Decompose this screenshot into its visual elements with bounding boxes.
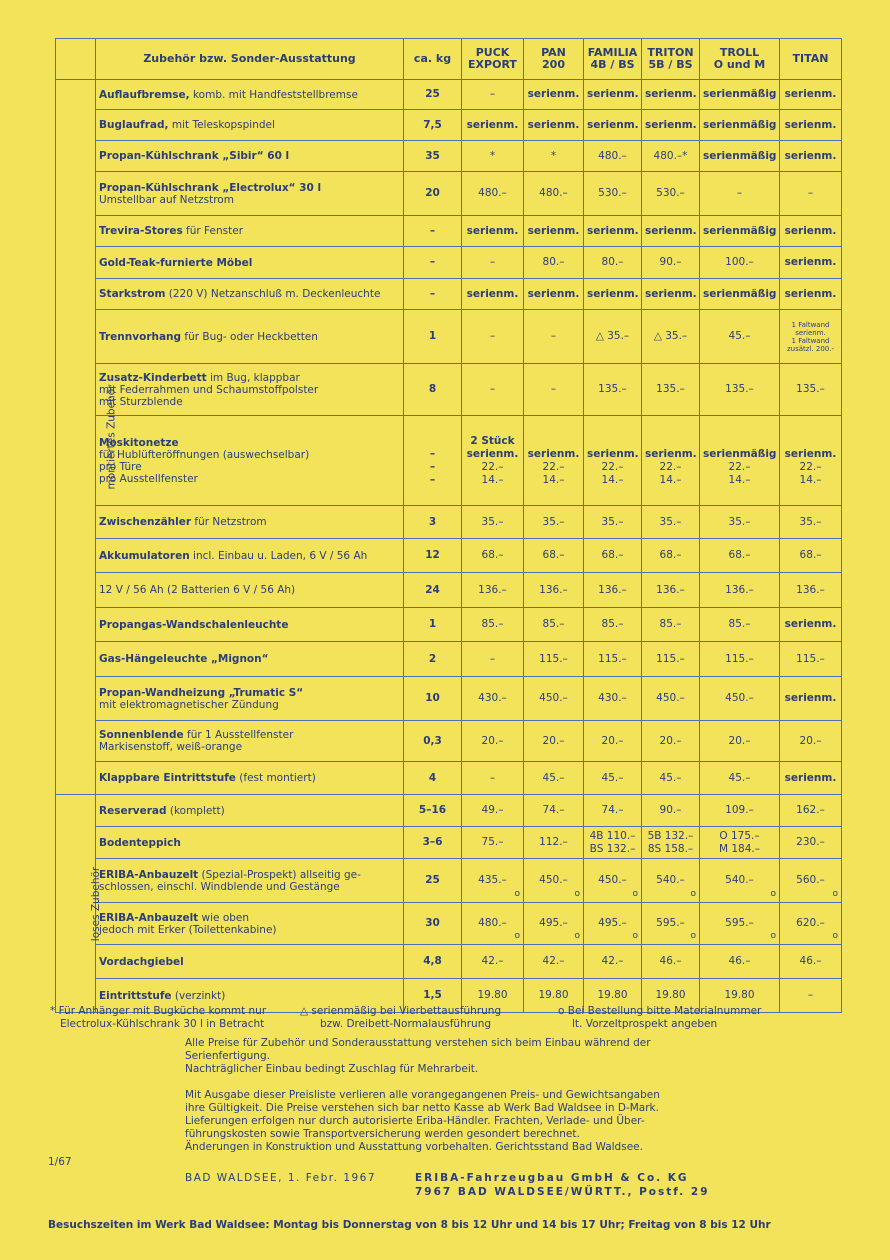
price-cell: serienm. 22.– 14.– xyxy=(780,416,842,506)
price-cell: serienm. xyxy=(462,279,524,310)
price-cell: △ 35.– xyxy=(584,310,642,364)
price-cell: 74.– xyxy=(584,795,642,827)
price-cell: 19.80 xyxy=(584,979,642,1013)
price-cell: 495.– o xyxy=(524,903,584,945)
price-cell: 45.– xyxy=(700,762,780,795)
item-name: Gas-Hängeleuchte „Mignon“ xyxy=(96,642,404,677)
weight-kg: 10 xyxy=(404,677,462,721)
weight-kg: – xyxy=(404,247,462,279)
price-cell: 115.– xyxy=(700,642,780,677)
price-cell: – xyxy=(462,310,524,364)
price-cell: 530.– xyxy=(642,172,700,216)
price-cell: serienm. xyxy=(642,80,700,110)
header-puck: PUCK EXPORT xyxy=(462,39,524,80)
weight-kg: 3 xyxy=(404,506,462,539)
table-row xyxy=(56,416,842,506)
price-cell: serienm. xyxy=(584,80,642,110)
price-cell: serienm. xyxy=(584,216,642,247)
table-row xyxy=(56,506,842,539)
price-cell: – xyxy=(462,364,524,416)
header-item: Zubehör bzw. Sonder-Ausstattung xyxy=(96,39,404,80)
price-cell: 5B 132.– 8S 158.– xyxy=(642,827,700,859)
weight-kg: – xyxy=(404,216,462,247)
price-cell: 35.– xyxy=(780,506,842,539)
price-cell: 68.– xyxy=(780,539,842,573)
price-cell: 85.– xyxy=(584,608,642,642)
price-cell: 162.– xyxy=(780,795,842,827)
price-cell: 19.80 xyxy=(524,979,584,1013)
price-cell: △ 35.– xyxy=(642,310,700,364)
weight-kg: 1 xyxy=(404,608,462,642)
price-cell: serienm. xyxy=(584,110,642,141)
table-row xyxy=(56,539,842,573)
material-number-marker: o xyxy=(632,889,638,899)
price-cell: 68.– xyxy=(524,539,584,573)
price-cell: 68.– xyxy=(642,539,700,573)
price-cell: serienm. xyxy=(780,677,842,721)
price-cell: 100.– xyxy=(700,247,780,279)
price-cell: serienmäßig xyxy=(700,80,780,110)
price-cell: – xyxy=(524,364,584,416)
accessory-price-table xyxy=(55,38,842,1013)
price-cell: 620.– o xyxy=(780,903,842,945)
price-cell: 560.– o xyxy=(780,859,842,903)
table-row xyxy=(56,364,842,416)
table-row xyxy=(56,795,842,827)
price-cell: serienm. 22.– 14.– xyxy=(642,416,700,506)
price-cell: serienm. xyxy=(524,279,584,310)
item-name: Buglaufrad, mit Teleskopspindel xyxy=(96,110,404,141)
price-cell: 90.– xyxy=(642,795,700,827)
price-cell: 135.– xyxy=(642,364,700,416)
material-number-marker: o xyxy=(690,931,696,941)
price-cell: serienm. xyxy=(524,216,584,247)
price-cell: 480.– xyxy=(524,172,584,216)
price-cell: 135.– xyxy=(584,364,642,416)
price-cell: 135.– xyxy=(780,364,842,416)
weight-kg: 20 xyxy=(404,172,462,216)
price-cell: 430.– xyxy=(584,677,642,721)
price-cell: serienm. xyxy=(780,80,842,110)
price-cell: serienm. xyxy=(462,110,524,141)
table-row xyxy=(56,110,842,141)
price-cell: 115.– xyxy=(524,642,584,677)
item-name: Trevira-Stores für Fenster xyxy=(96,216,404,247)
price-cell: serienmäßig xyxy=(700,216,780,247)
price-cell: 85.– xyxy=(462,608,524,642)
price-cell: 115.– xyxy=(642,642,700,677)
item-name: Propan-Kühlschrank „Sibir“ 60 l xyxy=(96,141,404,172)
price-cell: 450.– o xyxy=(524,859,584,903)
price-cell: 74.– xyxy=(524,795,584,827)
price-cell: 19.80 xyxy=(462,979,524,1013)
price-cell: 540.– o xyxy=(642,859,700,903)
place-date: BAD WALDSEE, 1. Febr. 1967 xyxy=(185,1172,377,1184)
price-cell: 480.– xyxy=(462,172,524,216)
price-cell: – xyxy=(780,172,842,216)
price-cell: serienm. xyxy=(780,279,842,310)
material-number-marker: o xyxy=(690,889,696,899)
table-header-row xyxy=(56,39,842,80)
price-cell: 35.– xyxy=(524,506,584,539)
table-row xyxy=(56,172,842,216)
item-name: Gold-Teak-furnierte Möbel xyxy=(96,247,404,279)
price-cell: – xyxy=(700,172,780,216)
price-cell: 85.– xyxy=(700,608,780,642)
price-cell: 35.– xyxy=(642,506,700,539)
item-name: ERIBA-Anbauzelt (Spezial-Prospekt) allseitig ge- schlossen, einschl. Windblende und Gestänge xyxy=(96,859,404,903)
table-row xyxy=(56,945,842,979)
price-cell: 35.– xyxy=(462,506,524,539)
price-cell: 45.– xyxy=(642,762,700,795)
price-cell: 109.– xyxy=(700,795,780,827)
price-cell: 20.– xyxy=(780,721,842,762)
price-cell: 540.– o xyxy=(700,859,780,903)
material-number-marker: o xyxy=(770,889,776,899)
material-number-marker: o xyxy=(832,931,838,941)
price-cell: serienm. xyxy=(642,279,700,310)
price-cell: 435.– o xyxy=(462,859,524,903)
price-cell: 19.80 xyxy=(642,979,700,1013)
price-cell: 480.– xyxy=(584,141,642,172)
table-row xyxy=(56,310,842,364)
price-cell: 495.– o xyxy=(584,903,642,945)
weight-kg: 8 xyxy=(404,364,462,416)
weight-kg: 30 xyxy=(404,903,462,945)
price-cell: 85.– xyxy=(642,608,700,642)
price-cell: 480.– o xyxy=(462,903,524,945)
table-row xyxy=(56,721,842,762)
price-cell: 90.– xyxy=(642,247,700,279)
price-cell: * xyxy=(462,141,524,172)
price-cell: 112.– xyxy=(524,827,584,859)
price-cell: 20.– xyxy=(700,721,780,762)
price-cell: 450.– xyxy=(524,677,584,721)
header-kg: ca. kg xyxy=(404,39,462,80)
price-cell: serienm. xyxy=(462,216,524,247)
item-name: Sonnenblende für 1 Ausstellfenster Markisenstoff, weiß-orange xyxy=(96,721,404,762)
weight-kg: 3–6 xyxy=(404,827,462,859)
price-cell: 230.– xyxy=(780,827,842,859)
price-cell: 46.– xyxy=(700,945,780,979)
item-name: Klappbare Eintrittstufe (fest montiert) xyxy=(96,762,404,795)
item-name: ERIBA-Anbauzelt wie oben jedoch mit Erker (Toilettenkabine) xyxy=(96,903,404,945)
price-cell: 135.– xyxy=(700,364,780,416)
weight-kg: 12 xyxy=(404,539,462,573)
price-cell: 75.– xyxy=(462,827,524,859)
item-name: Zwischenzähler für Netzstrom xyxy=(96,506,404,539)
item-name: 12 V / 56 Ah (2 Batterien 6 V / 56 Ah) xyxy=(96,573,404,608)
material-number-marker: o xyxy=(574,889,580,899)
price-cell: 20.– xyxy=(584,721,642,762)
header-triton: TRITON 5B / BS xyxy=(642,39,700,80)
price-cell: – xyxy=(462,642,524,677)
material-number-marker: o xyxy=(514,889,520,899)
price-cell: 35.– xyxy=(700,506,780,539)
price-cell: 595.– o xyxy=(642,903,700,945)
weight-kg: 1 xyxy=(404,310,462,364)
price-cell: serienm. xyxy=(780,247,842,279)
table-row xyxy=(56,608,842,642)
price-cell: 46.– xyxy=(642,945,700,979)
price-cell: 450.– xyxy=(700,677,780,721)
price-cell: 80.– xyxy=(524,247,584,279)
item-name: Propan-Wandheizung „Trumatic S“ mit elektromagnetischer Zündung xyxy=(96,677,404,721)
item-name: Propangas-Wandschalenleuchte xyxy=(96,608,404,642)
price-cell: 46.– xyxy=(780,945,842,979)
price-cell: 450.– o xyxy=(584,859,642,903)
group-label-mounted: montiertes Zubehör xyxy=(56,80,96,795)
company-name: ERIBA-Fahrzeugbau GmbH & Co. KG xyxy=(415,1172,689,1184)
price-cell: 450.– xyxy=(642,677,700,721)
weight-kg: 2 xyxy=(404,642,462,677)
price-cell: 1 Faltwand serienm. 1 Faltwand zusätzl. 200.- xyxy=(780,310,842,364)
item-name: Vordachgiebel xyxy=(96,945,404,979)
table-row xyxy=(56,247,842,279)
price-cell: serienm. 22.– 14.– xyxy=(524,416,584,506)
price-cell: 68.– xyxy=(584,539,642,573)
price-cell: O 175.– M 184.– xyxy=(700,827,780,859)
price-cell: 480.–* xyxy=(642,141,700,172)
price-cell: serienm. xyxy=(642,110,700,141)
price-cell: serienm. xyxy=(584,279,642,310)
price-cell: 35.– xyxy=(584,506,642,539)
material-number-marker: o xyxy=(632,931,638,941)
price-cell: 115.– xyxy=(780,642,842,677)
price-cell: 49.– xyxy=(462,795,524,827)
item-name: Moskitonetze für Hublüfteröffnungen (auswechselbar) pro Türe pro Ausstellfenster xyxy=(96,416,404,506)
conditions-paragraph-1: Alle Preise für Zubehör und Sonderausstattung verstehen sich beim Einbau während der Serienfertigung. Nachträglicher Einbau bedingt Zuschlag für Mehrarbeit. xyxy=(185,1037,651,1075)
company-address: 7967 BAD WALDSEE/WÜRTT., Postf. 29 xyxy=(415,1186,710,1198)
table-row xyxy=(56,827,842,859)
price-cell: serienm. xyxy=(524,80,584,110)
price-cell: 136.– xyxy=(642,573,700,608)
price-cell: 136.– xyxy=(462,573,524,608)
weight-kg: 4,8 xyxy=(404,945,462,979)
weight-kg: 25 xyxy=(404,859,462,903)
price-cell: serienm. 22.– 14.– xyxy=(584,416,642,506)
price-cell: serienm. xyxy=(524,110,584,141)
item-name: Trennvorhang für Bug- oder Heckbetten xyxy=(96,310,404,364)
price-cell: 136.– xyxy=(700,573,780,608)
table-row xyxy=(56,677,842,721)
table-row xyxy=(56,642,842,677)
price-cell: 68.– xyxy=(700,539,780,573)
price-cell: 85.– xyxy=(524,608,584,642)
price-cell: 42.– xyxy=(584,945,642,979)
table-row xyxy=(56,859,842,903)
price-cell: serienm. xyxy=(780,608,842,642)
weight-kg: 7,5 xyxy=(404,110,462,141)
weight-kg: 35 xyxy=(404,141,462,172)
item-name: Reserverad (komplett) xyxy=(96,795,404,827)
price-cell: serienm. xyxy=(642,216,700,247)
price-cell: – xyxy=(462,762,524,795)
weight-kg: 4 xyxy=(404,762,462,795)
price-cell: 20.– xyxy=(642,721,700,762)
price-cell: – xyxy=(524,310,584,364)
price-cell: – xyxy=(462,247,524,279)
price-cell: 20.– xyxy=(462,721,524,762)
price-cell: serienmäßig xyxy=(700,279,780,310)
item-name: Bodenteppich xyxy=(96,827,404,859)
table-row xyxy=(56,762,842,795)
item-name: Auflaufbremse, komb. mit Handfeststellbremse xyxy=(96,80,404,110)
price-cell: 80.– xyxy=(584,247,642,279)
footnote-circle: o Bei Bestellung bitte Materialnummer lt. Vorzeltprospekt angeben xyxy=(558,1005,762,1030)
price-cell: – xyxy=(780,979,842,1013)
weight-kg: – xyxy=(404,279,462,310)
price-cell: 2 Stück serienm. 22.– 14.– xyxy=(462,416,524,506)
material-number-marker: o xyxy=(514,931,520,941)
price-cell: 42.– xyxy=(524,945,584,979)
table-row xyxy=(56,903,842,945)
group-label-loose: loses Zubehör xyxy=(56,795,96,1013)
weight-kg: 25 xyxy=(404,80,462,110)
table-row xyxy=(56,279,842,310)
price-cell: 136.– xyxy=(780,573,842,608)
price-cell: 45.– xyxy=(524,762,584,795)
conditions-paragraph-2: Mit Ausgabe dieser Preisliste verlieren alle vorangegangenen Preis- und Gewichtsangaben ihre Gültigkeit. Die Preise verstehen sich bar netto Kasse ab Werk Bad Waldsee in D-Mark. Lieferungen erfolgen nur durch autorisierte Eriba-Händler. Frachten, Verlade- und Über- führungskosten sowie Transportversicherung werden gesondert berechnet. Änderungen in Konstruktion und Ausstattung vorbehalten. Gerichtsstand Bad Waldsee. xyxy=(185,1089,660,1153)
price-cell: serienm. xyxy=(780,141,842,172)
item-name: Propan-Kühlschrank „Electrolux“ 30 l Umstellbar auf Netzstrom xyxy=(96,172,404,216)
price-cell: 4B 110.– BS 132.– xyxy=(584,827,642,859)
price-cell: 136.– xyxy=(584,573,642,608)
price-cell: * xyxy=(524,141,584,172)
price-cell: 530.– xyxy=(584,172,642,216)
header-blank xyxy=(56,39,96,80)
weight-kg: 0,3 xyxy=(404,721,462,762)
price-cell: 136.– xyxy=(524,573,584,608)
price-cell: 20.– xyxy=(524,721,584,762)
price-cell: serienm. xyxy=(780,110,842,141)
price-cell: 430.– xyxy=(462,677,524,721)
table-row xyxy=(56,216,842,247)
header-troll: TROLL O und M xyxy=(700,39,780,80)
item-name: Zusatz-Kinderbett im Bug, klappbar mit Federrahmen und Schaumstoffpolster mit Sturzblende xyxy=(96,364,404,416)
material-number-marker: o xyxy=(574,931,580,941)
footnote-triangle: △ serienmäßig bei Vierbettausführung bzw. Dreibett-Normalausführung xyxy=(300,1005,502,1030)
weight-kg: 24 xyxy=(404,573,462,608)
item-name: Starkstrom (220 V) Netzanschluß m. Deckenleuchte xyxy=(96,279,404,310)
price-cell: 115.– xyxy=(584,642,642,677)
visiting-hours: Besuchszeiten im Werk Bad Waldsee: Montag bis Donnerstag von 8 bis 12 Uhr und 14 bis 17 Uhr; Freitag von 8 bis 12 Uhr xyxy=(48,1219,771,1231)
header-pan: PAN 200 xyxy=(524,39,584,80)
table-row xyxy=(56,141,842,172)
header-titan: TITAN xyxy=(780,39,842,80)
price-cell: serienmäßig 22.– 14.– xyxy=(700,416,780,506)
price-cell: serienm. xyxy=(780,216,842,247)
price-cell: 595.– o xyxy=(700,903,780,945)
edition-code: 1/67 xyxy=(48,1156,72,1168)
price-cell: 45.– xyxy=(700,310,780,364)
price-cell: 45.– xyxy=(584,762,642,795)
material-number-marker: o xyxy=(832,889,838,899)
item-name: Eintrittstufe (verzinkt) xyxy=(96,979,404,1013)
table-row xyxy=(56,573,842,608)
header-familia: FAMILIA 4B / BS xyxy=(584,39,642,80)
price-cell: – xyxy=(462,80,524,110)
price-cell: serienmäßig xyxy=(700,110,780,141)
table-row xyxy=(56,80,842,110)
item-name: Akkumulatoren incl. Einbau u. Laden, 6 V / 56 Ah xyxy=(96,539,404,573)
weight-kg: 5–16 xyxy=(404,795,462,827)
material-number-marker: o xyxy=(770,931,776,941)
footnote-star: * Für Anhänger mit Bugküche kommt nur Electrolux-Kühlschrank 30 l in Betracht xyxy=(50,1005,267,1030)
weight-kg: 1,5 xyxy=(404,979,462,1013)
price-cell: serienmäßig xyxy=(700,141,780,172)
price-cell: 68.– xyxy=(462,539,524,573)
weight-kg: – – – xyxy=(404,416,462,506)
price-cell: serienm. xyxy=(780,762,842,795)
price-cell: 42.– xyxy=(462,945,524,979)
price-cell: 19.80 xyxy=(700,979,780,1013)
